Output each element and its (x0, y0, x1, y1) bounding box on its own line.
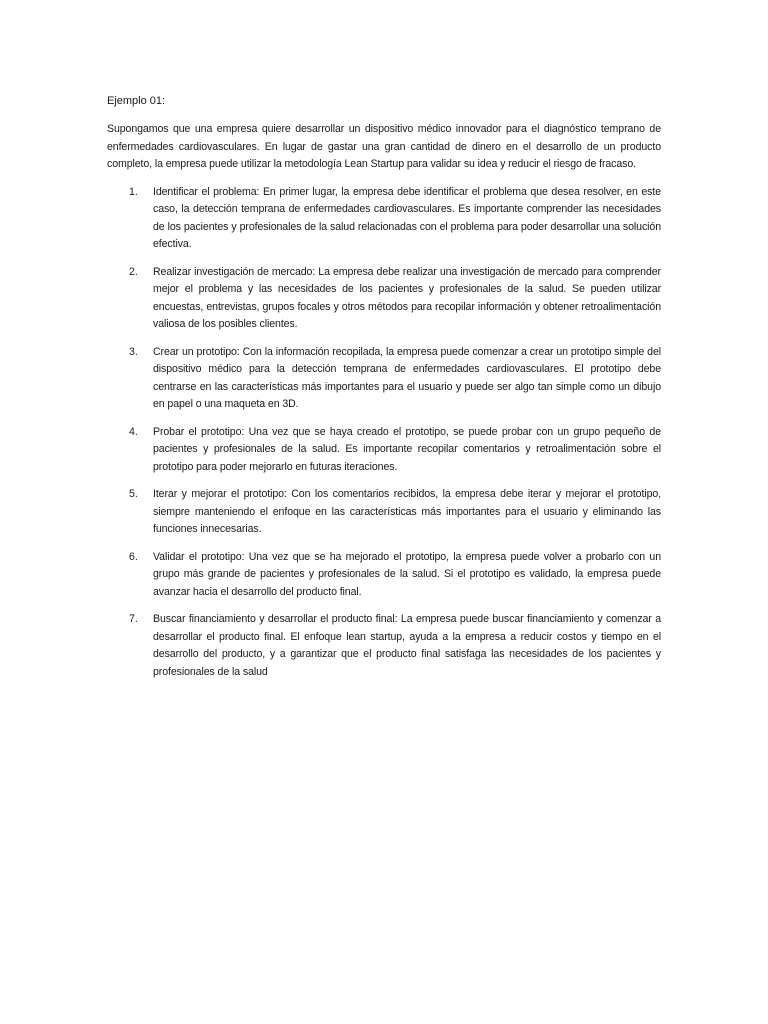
list-item (107, 344, 661, 414)
step-text: Buscar financiamiento y desarrollar el producto final: La empresa puede buscar financiamiento y comenzar a desarrollar el producto final. El enfoque lean startup, ayuda a la empresa a reducir costos y tiempo en el desarrollo del producto, y a garantizar que el producto final satisfaga las necesidades de los pacientes y profesionales de la salud (153, 613, 661, 678)
step-number: 5. (129, 488, 138, 500)
step-text: Crear un prototipo: Con la información recopilada, la empresa puede comenzar a crear un prototipo simple del dispositivo médico para la detección temprana de enfermedades cardiovasculares. El prototipo debe centrarse en las características más importantes para el usuario y puede ser algo tan simple como un dibujo en papel o una maqueta en 3D. (153, 345, 661, 410)
step-number: 7. (129, 613, 138, 625)
list-item (107, 549, 661, 602)
step-number: 1. (129, 185, 138, 198)
document-body (107, 93, 661, 691)
intro-paragraph: Supongamos que una empresa quiere desarrollar un dispositivo médico innovador para el diagnóstico temprano de enfermedades cardiovasculares. En lugar de gastar una gran cantidad de dinero en el desarrollo de un producto completo, la empresa puede utilizar la metodología Lean Startup para validar su idea y reducir el riesgo de fracaso. (107, 123, 661, 170)
step-number: 3. (129, 345, 138, 358)
step-text: Identificar el problema: En primer lugar, la empresa debe identificar el problema que desea resolver, en este caso, la detección temprana de enfermedades cardiovasculares. Es importante comprender las necesidades de los pacientes y profesionales de la salud relacionadas con el problema para poder desarrollar una solución efectiva. (153, 185, 661, 250)
example-heading: Ejemplo 01: (107, 95, 166, 107)
list-item (107, 611, 661, 681)
list-item (107, 424, 661, 477)
step-text: Realizar investigación de mercado: La empresa debe realizar una investigación de mercado para comprender mejor el problema y las necesidades de los pacientes y profesionales de la salud. Se pueden utilizar encuestas, entrevistas, grupos focales y otros métodos para recopilar información y obtener retroalimentación valiosa de los posibles clientes. (153, 265, 661, 330)
list-item (107, 264, 661, 334)
step-number: 4. (129, 425, 138, 438)
step-text: Validar el prototipo: Una vez que se ha mejorado el prototipo, la empresa puede volver a probarlo con un grupo más grande de pacientes y profesionales de la salud. Si el prototipo es validado, la empresa puede avanzar hacia el desarrollo del producto final. (153, 550, 661, 598)
step-text: Probar el prototipo: Una vez que se haya creado el prototipo, se puede probar con un grupo pequeño de pacientes y profesionales de la salud. Es importante recopilar comentarios y retroalimentación sobre el prototipo para poder mejorarlo en futuras iteraciones. (153, 425, 661, 473)
step-text: Iterar y mejorar el prototipo: Con los comentarios recibidos, la empresa debe iterar y mejorar el prototipo, siempre manteniendo el enfoque en las características más importantes para el usuario y eliminando las funciones innecesarias. (153, 488, 661, 535)
list-item (107, 486, 661, 539)
steps-list (107, 184, 661, 682)
step-number: 6. (129, 550, 138, 563)
step-number: 2. (129, 265, 138, 278)
list-item (107, 184, 661, 254)
